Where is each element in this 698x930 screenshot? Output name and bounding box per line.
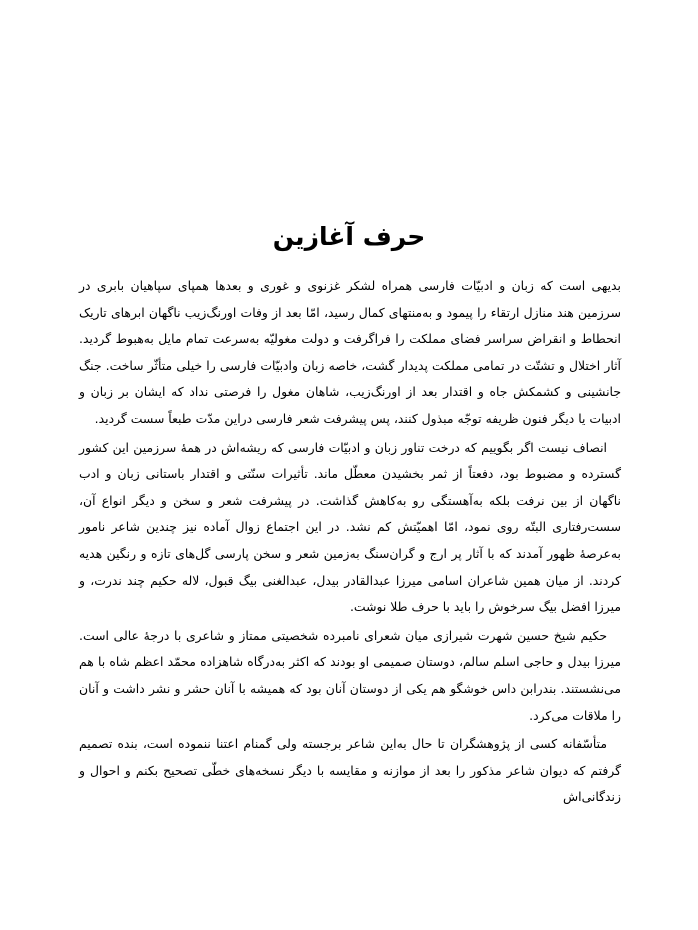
paragraph-3: حکیم شیخ حسین شهرت شیرازی میان شعرای نامبرده شخصیتی ممتاز و شاعری با درجهٔ عالی است. میرزا بیدل و حاجی اسلم سالم، دوستان صمیمی او بودند که اکثر به‌درگاه شاهزاده محمّد اعظم شاه با هم می‌نشستند. بندرابن داس خوشگو هم یکی از دوستان آنان بود که همیشه با آنان حشر و نشر داشت و آنان را ملاقات می‌کرد. [79,627,621,723]
paragraph-1: بدیهی است که زبان و ادبیّات فارسی همراه لشکر غزنوی و غوری و بعدها همپای سپاهیان بابری در سرزمین هند منازل ارتقاء را پیمود و به‌منتهای کمال رسید، امّا بعد از وفات اورنگ‌زیب ناگهان ابرهای تاریک انحطاط و انقراض سراسر فضای مملکت را فراگرفت و دولت مغولیّه به‌سرعت تمام مایل به‌هبوط گردید. آثار اختلال و تشتّت در تمامی مملکت پدیدار گشت، خاصه زبان وادبیّات فارسی را خیلی متأثّر ساخت. جنگ جانشینی و کشمکش جاه و اقتدار بعد از اورنگ‌زیب، شاهان مغول را فرصتی نداد که ایشان بر زبان و ادبیات یا دیگر فنون ظریفه توجّه مبذول کنند، پس پیشرفت شعر فارسی دراین مدّت طبعاً سست گردید. [79,278,621,426]
page-title: حرف آغازین [272,222,426,251]
paragraph-4: متأسّفانه کسی از پژوهشگران تا حال به‌این شاعر برجسته ولی گمنام اعتنا ننموده است، بنده تصمیم گرفتم که دیوان شاعر مذکور را بعد از موازنه و مقایسه با دیگر نسخه‌های خطّی تصحیح بکنم و احوال و زندگانی‌اش [79,736,621,805]
body-text [79,273,621,813]
paragraph-2: انصاف نیست اگر بگوییم که درخت تناور زبان و ادبیّات فارسی که ریشه‌اش در همهٔ سرزمین این کشور گسترده و مضبوط بود، دفعتاً از ثمر بخشیدن معطّل ماند. تأثیرات سنّتی و اقتدار باستانی زبان و ادب ناگهان از بین نرفت بلکه به‌آهستگی رو به‌کاهش گذاشت. در پیشرفت شعر و سخن و دیگر انواع آن، سست‌رفتاری البتّه روی نمود، امّا اهمیّتش کم نشد. در این اجتماع زوال آماده نیز چندین شاعر نامور به‌عرصهٔ ظهور آمدند که با آثار پر ارج و گران‌سنگ به‌زمین شعر و سخن پارسی گل‌های تازه و رنگین هدیه کردند. از میان همین شاعران اسامی میرزا عبدالقادر بیدل، عبدالغنی بیگ قبول، لاله حکیم چند ندرت، و میرزا افضل بیگ سرخوش را باید با حرف طلا نوشت. [79,439,621,615]
